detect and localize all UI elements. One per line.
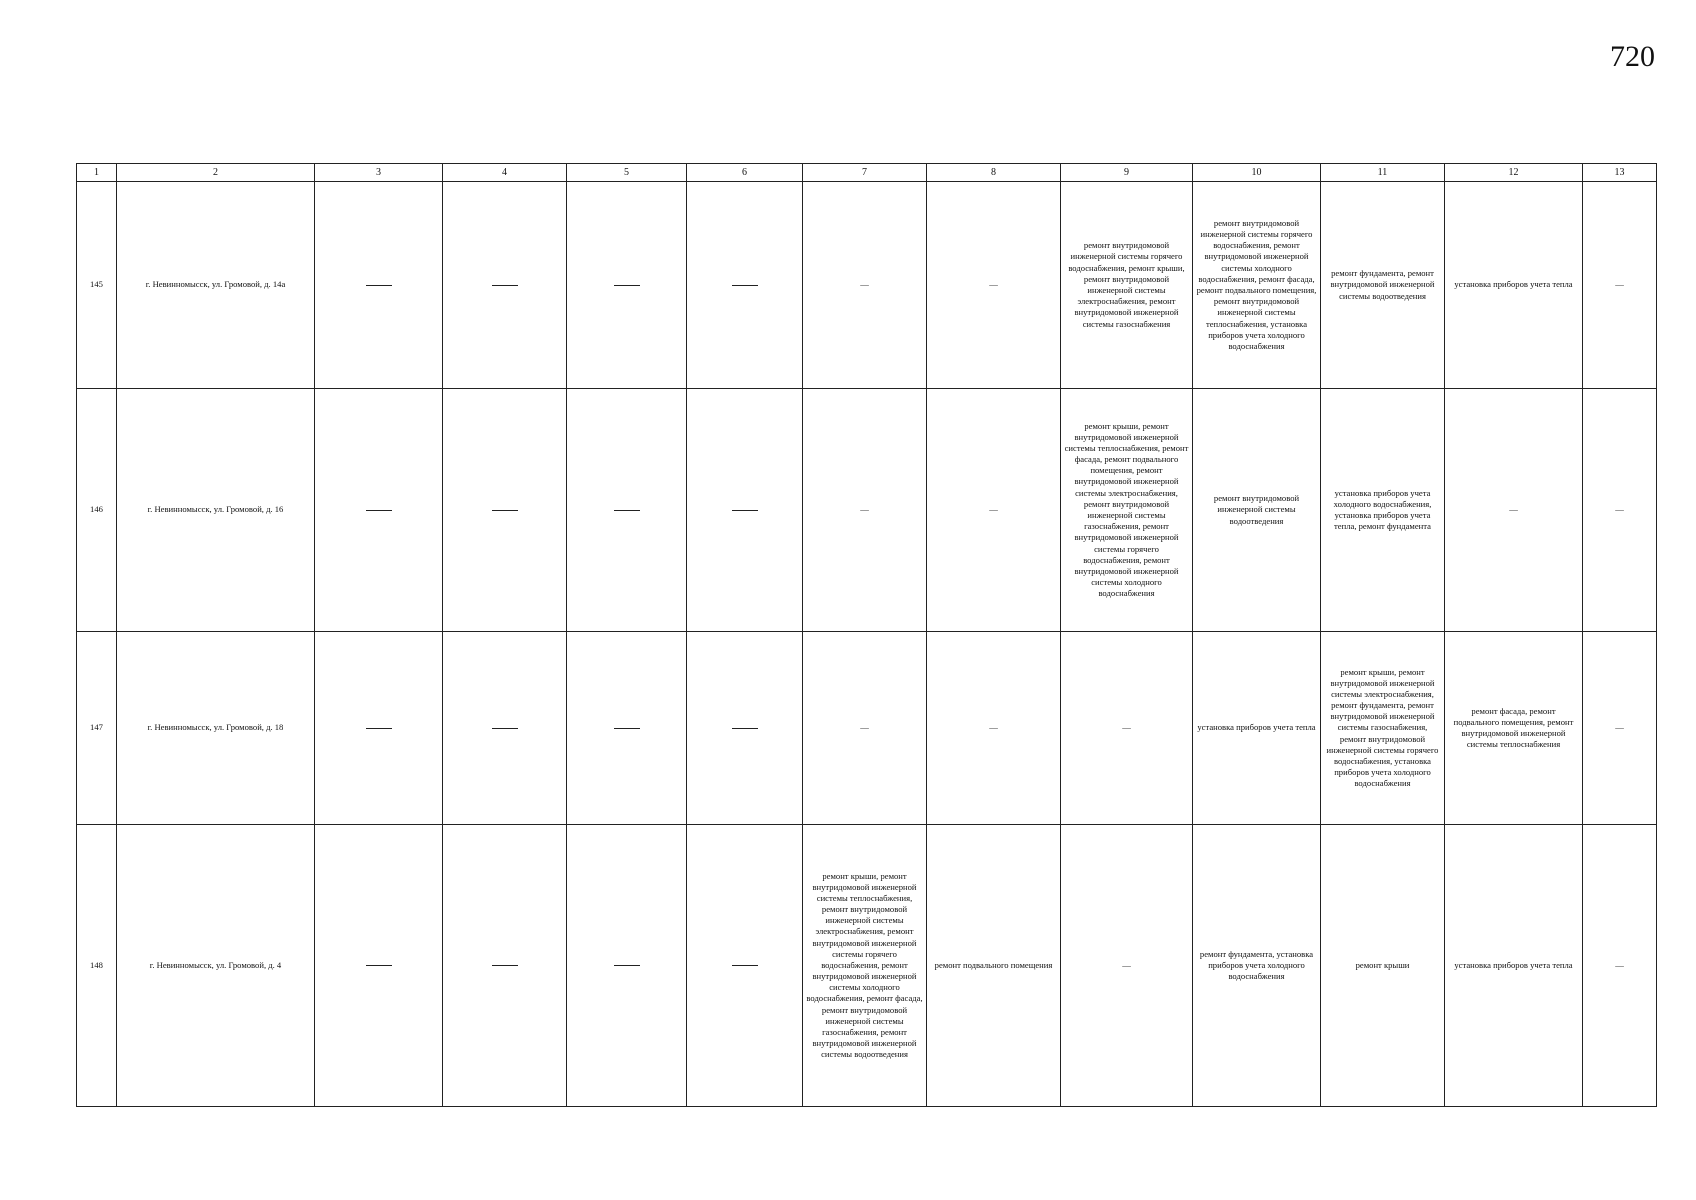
table-row [77,825,1657,1107]
dash-mark [732,965,758,966]
works-cell: ремонт фундамента, ремонт внутридомовой инженерной системы водоотведения [1321,182,1445,389]
row-number: 145 [77,182,117,389]
column-number: 7 [803,164,927,182]
dash-mark [614,510,640,511]
empty-cell [315,389,443,632]
column-number: 12 [1445,164,1583,182]
empty-cell [443,389,567,632]
dash-mark [366,728,392,729]
dash-mark [614,728,640,729]
address-cell: г. Невинномысск, ул. Громовой, д. 16 [117,389,315,632]
empty-cell [315,182,443,389]
empty-cell [315,632,443,825]
table-row [77,182,1657,389]
page-number: 720 [1610,40,1655,73]
works-cell: установка приборов учета холодного водоснабжения, установка приборов учета тепла, ремонт фундамента [1321,389,1445,632]
column-number: 10 [1193,164,1321,182]
empty-cell [315,825,443,1107]
column-number: 13 [1583,164,1657,182]
address-cell: г. Невинномысск, ул. Громовой, д. 18 [117,632,315,825]
empty-cell [687,389,803,632]
works-cell: ремонт фундамента, установка приборов учета холодного водоснабжения [1193,825,1321,1107]
works-cell: — [803,182,927,389]
dash-mark [492,965,518,966]
dash-mark [614,965,640,966]
column-number: 11 [1321,164,1445,182]
column-number: 5 [567,164,687,182]
works-cell: — [927,182,1061,389]
column-number: 4 [443,164,567,182]
works-cell: — [1583,632,1657,825]
works-cell: — [1445,389,1583,632]
works-cell: ремонт внутридомовой инженерной системы водоотведения [1193,389,1321,632]
dash-mark [366,965,392,966]
dash-mark [492,510,518,511]
row-number: 147 [77,632,117,825]
empty-cell [687,825,803,1107]
empty-cell [443,182,567,389]
empty-cell [687,632,803,825]
works-cell: — [1583,182,1657,389]
column-number: 2 [117,164,315,182]
dash-mark [732,510,758,511]
works-cell: — [927,632,1061,825]
address-cell: г. Невинномысск, ул. Громовой, д. 14а [117,182,315,389]
dash-mark [492,285,518,286]
column-number: 1 [77,164,117,182]
works-cell: — [1583,825,1657,1107]
works-cell: — [803,389,927,632]
dash-mark [732,285,758,286]
works-cell: ремонт подвального помещения [927,825,1061,1107]
column-number: 3 [315,164,443,182]
works-cell: ремонт крыши, ремонт внутридомовой инженерной системы теплоснабжения, ремонт фасада, ремонт подвального помещения, ремонт внутридомовой инженерной системы электроснабжения, ремонт внутридомовой инженерной системы газоснабжения, ремонт внутридомовой инженерной системы горячего водоснабжения, ремонт внутридомовой инженерной системы холодного водоснабжения [1061,389,1193,632]
works-cell: установка приборов учета тепла [1445,182,1583,389]
column-number-row [77,164,1657,182]
empty-cell [567,182,687,389]
table-row [77,632,1657,825]
works-cell: ремонт крыши [1321,825,1445,1107]
dash-mark [614,285,640,286]
table-row [77,389,1657,632]
works-cell: ремонт крыши, ремонт внутридомовой инженерной системы электроснабжения, ремонт фундамента, ремонт внутридомовой инженерной системы газоснабжения, ремонт внутридомовой инженерной системы горячего водоснабжения, установка приборов учета холодного водоснабжения [1321,632,1445,825]
column-number: 8 [927,164,1061,182]
works-cell: установка приборов учета тепла [1193,632,1321,825]
empty-cell [443,825,567,1107]
works-cell: ремонт фасада, ремонт подвального помещения, ремонт внутридомовой инженерной системы теплоснабжения [1445,632,1583,825]
works-cell: ремонт внутридомовой инженерной системы горячего водоснабжения, ремонт крыши, ремонт внутридомовой инженерной системы электроснабжения, ремонт внутридомовой инженерной системы газоснабжения [1061,182,1193,389]
empty-cell [443,632,567,825]
works-cell: установка приборов учета тепла [1445,825,1583,1107]
works-cell: — [927,389,1061,632]
works-cell: — [1061,825,1193,1107]
empty-cell [567,389,687,632]
works-cell: — [1583,389,1657,632]
works-cell: — [1061,632,1193,825]
dash-mark [492,728,518,729]
column-number: 6 [687,164,803,182]
works-cell: — [803,632,927,825]
repair-schedule-table [76,163,1657,1107]
row-number: 148 [77,825,117,1107]
empty-cell [567,632,687,825]
address-cell: г. Невинномысск, ул. Громовой, д. 4 [117,825,315,1107]
works-cell: ремонт внутридомовой инженерной системы горячего водоснабжения, ремонт внутридомовой инженерной системы холодного водоснабжения, ремонт фасада, ремонт подвального помещения, ремонт внутридомовой инженерной системы теплоснабжения, установка приборов учета холодного водоснабжения [1193,182,1321,389]
empty-cell [687,182,803,389]
column-number: 9 [1061,164,1193,182]
row-number: 146 [77,389,117,632]
dash-mark [366,510,392,511]
works-cell: ремонт крыши, ремонт внутридомовой инженерной системы теплоснабжения, ремонт внутридомовой инженерной системы электроснабжения, ремонт внутридомовой инженерной системы горячего водоснабжения, ремонт внутридомовой инженерной системы холодного водоснабжения, ремонт фасада, ремонт внутридомовой инженерной системы газоснабжения, ремонт внутридомовой инженерной системы водоотведения [803,825,927,1107]
dash-mark [732,728,758,729]
dash-mark [366,285,392,286]
empty-cell [567,825,687,1107]
